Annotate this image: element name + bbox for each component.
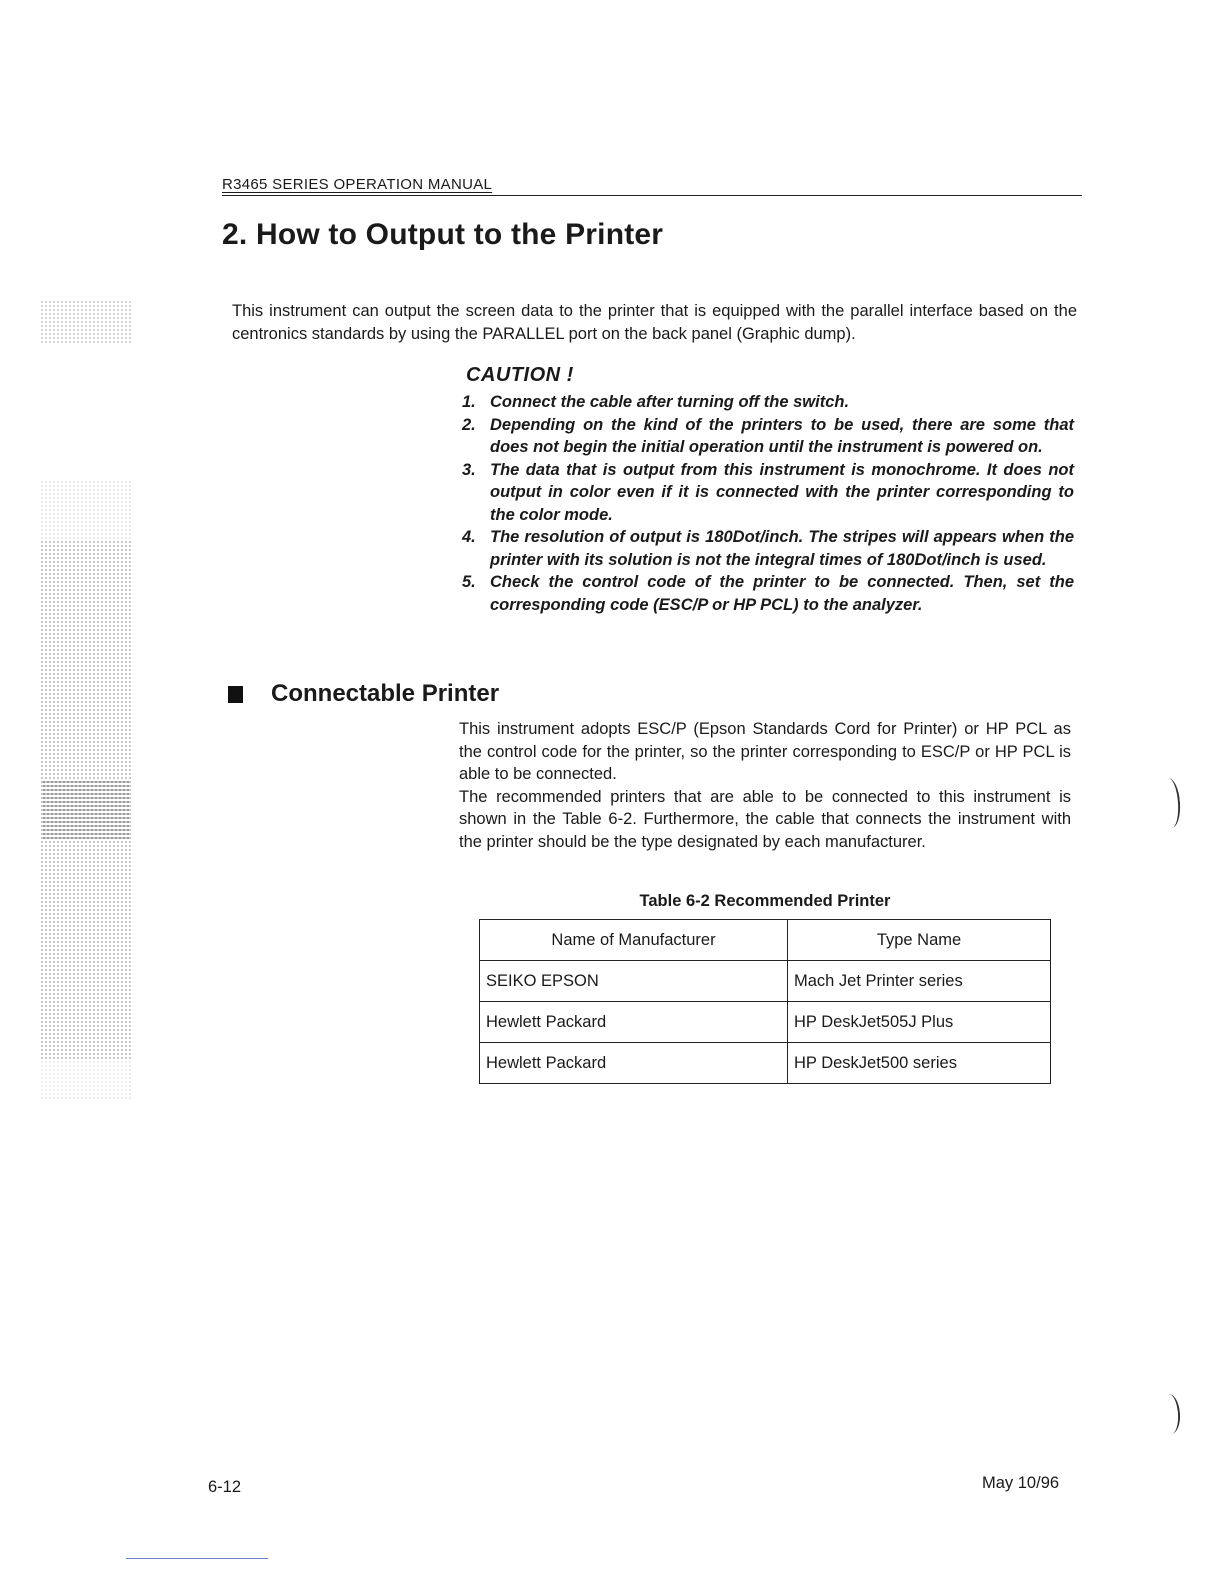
binder-hole-mark xyxy=(1159,1393,1182,1434)
table-row xyxy=(480,1002,1051,1043)
manufacturer-cell: Hewlett Packard xyxy=(480,1002,788,1043)
manual-title: R3465 SERIES OPERATION MANUAL xyxy=(222,176,493,193)
section-title: 2. How to Output to the Printer xyxy=(222,218,664,251)
table-header-row xyxy=(480,920,1051,961)
table-row xyxy=(480,1043,1051,1084)
caution-item xyxy=(462,414,1074,459)
caution-item xyxy=(462,391,1074,414)
type-name-cell: HP DeskJet505J Plus xyxy=(788,1002,1051,1043)
manufacturer-cell: SEIKO EPSON xyxy=(480,961,788,1002)
table-row xyxy=(480,961,1051,1002)
caution-title: CAUTION ! xyxy=(466,364,574,386)
caution-item-text: Depending on the kind of the printers to be used, there are some that does not begin the initial operation until the instrument is powered on. xyxy=(490,415,1074,456)
caution-item-number: 2. xyxy=(462,415,476,434)
page-number: 6-12 xyxy=(208,1478,242,1496)
column-header-manufacturer: Name of Manufacturer xyxy=(480,920,788,961)
table-caption: Table 6-2 Recommended Printer xyxy=(639,892,891,910)
intro-paragraph: This instrument can output the screen data to the printer that is equipped with the parallel interface based on the centronics standards by using the PARALLEL port on the back panel (Graphic dump). xyxy=(232,302,1077,343)
caution-block xyxy=(462,364,1074,616)
caution-item-text: The resolution of output is 180Dot/inch. The stripes will appears when the printer with its solution is not the integral times of 180Dot/inch is used. xyxy=(490,528,1074,569)
bullet-square-icon xyxy=(228,686,243,703)
caution-item-number: 1. xyxy=(462,393,476,411)
caution-item-number: 5. xyxy=(462,573,476,591)
binder-hole-mark xyxy=(1158,777,1181,828)
scan-artifact xyxy=(42,780,130,840)
caution-list xyxy=(462,391,1074,616)
connectable-paragraph-1: This instrument adopts ESC/P (Epson Standards Cord for Printer) or HP PCL as the control code for the printer, so the printer corresponding to ESC/P or HP PCL is able to be connected. xyxy=(459,720,1071,783)
scan-artifact xyxy=(40,1060,132,1100)
recommended-printer-table xyxy=(479,919,1051,1084)
type-name-cell: Mach Jet Printer series xyxy=(788,961,1051,1002)
caution-item-text: Connect the cable after turning off the switch. xyxy=(490,393,850,411)
caution-item xyxy=(462,526,1074,571)
caution-item-text: Check the control code of the printer to be connected. Then, set the corresponding code (ESC/P or HP PCL) to the analyzer. xyxy=(490,573,1074,614)
type-name-cell: HP DeskJet500 series xyxy=(788,1043,1051,1084)
caution-item-number: 3. xyxy=(462,460,476,479)
connectable-body xyxy=(459,718,1071,853)
subsection-heading-text: Connectable Printer xyxy=(271,680,500,707)
manufacturer-cell: Hewlett Packard xyxy=(480,1043,788,1084)
scan-artifact xyxy=(40,480,132,540)
caution-item xyxy=(462,459,1074,527)
caution-item-number: 4. xyxy=(462,528,476,546)
connectable-paragraph-2: The recommended printers that are able to be connected to this instrument is shown in the Table 6-2. Furthermore, the cable that connects the instrument with the printer should be the type designated by each manufacturer. xyxy=(459,787,1071,851)
caution-item-text: The data that is output from this instrument is monochrome. It does not output in color even if it is connected with the printer corresponding to the color mode. xyxy=(490,460,1074,524)
column-header-type-name: Type Name xyxy=(788,920,1051,961)
caution-item xyxy=(462,571,1074,616)
revision-date: May 10/96 xyxy=(982,1474,1060,1492)
bottom-rule xyxy=(126,1558,268,1559)
subsection-heading xyxy=(228,680,499,708)
scan-artifact xyxy=(40,300,132,345)
running-header xyxy=(222,176,1082,196)
